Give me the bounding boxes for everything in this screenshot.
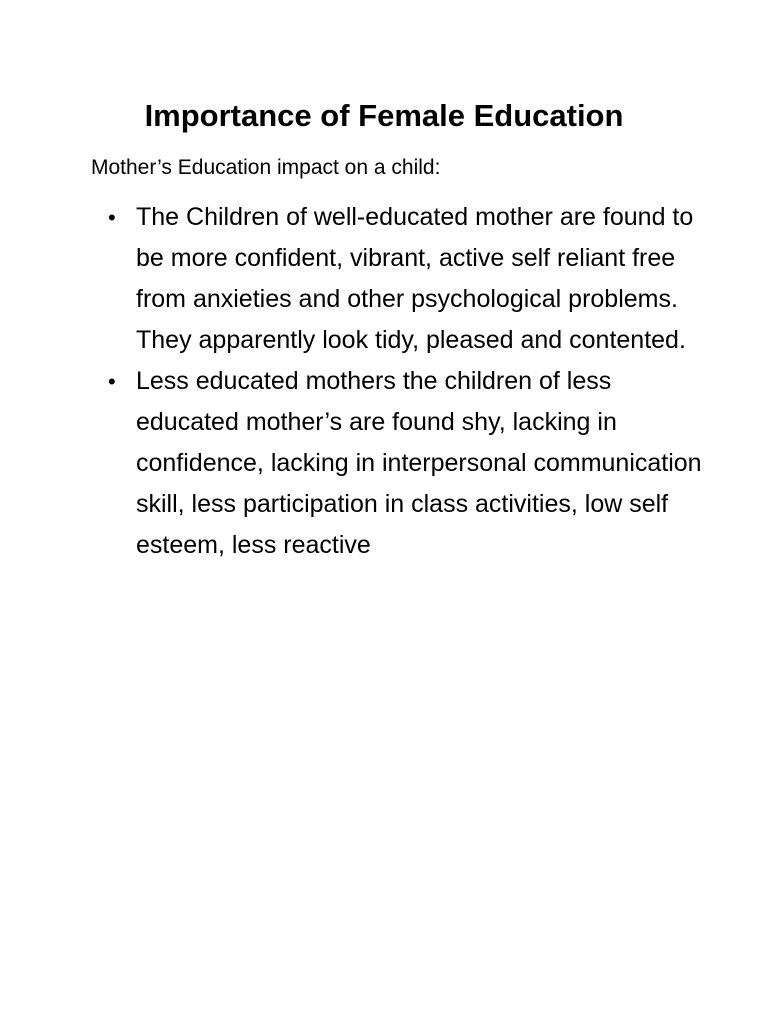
document-title: Importance of Female Education xyxy=(144,98,624,133)
bullet-list xyxy=(108,197,708,566)
bullet-text: The Children of well-educated mother are found to be more confident, vibrant, active self reliant free from anxieties and other psychological problems. They apparently look tidy, pleased and contented. xyxy=(136,203,694,354)
bullet-marker-icon: • xyxy=(108,369,116,394)
bullet-item xyxy=(108,197,708,361)
bullet-item xyxy=(108,361,708,566)
bullet-text: Less educated mothers the children of less educated mother’s are found shy, lacking in confidence, lacking in interpersonal communication skill, less participation in class activities, low self esteem, less reactive xyxy=(136,367,702,559)
bullet-marker-icon: • xyxy=(108,205,116,230)
document-subtitle: Mother’s Education impact on a child: xyxy=(91,156,441,179)
